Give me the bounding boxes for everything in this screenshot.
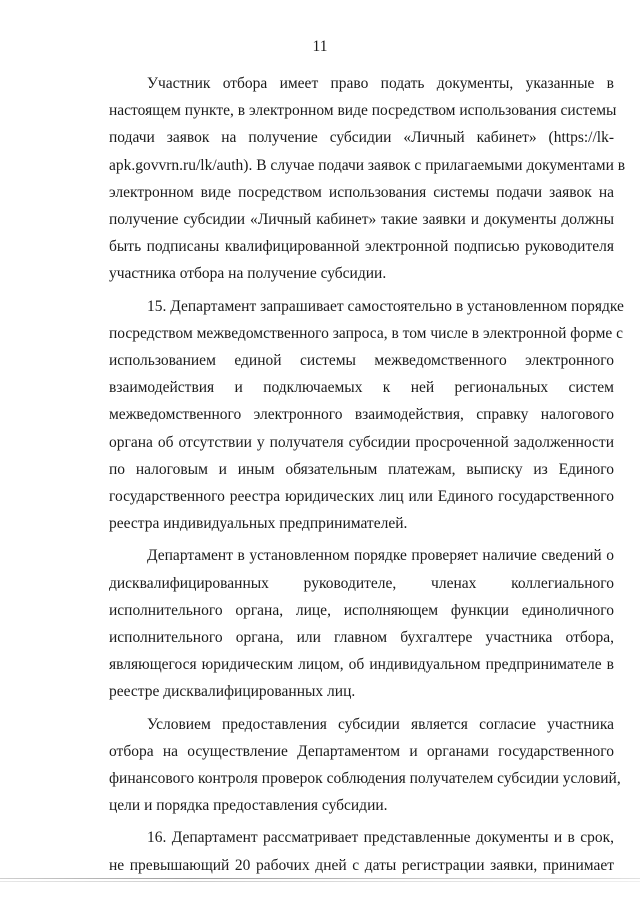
text-line: реестра индивидуальных предпринимателей. [109, 515, 408, 533]
text-line: получение субсидии «Личный кабинет» такие заявки и документы должны [109, 211, 614, 229]
paragraph-15 [109, 293, 624, 538]
page-bottom-rule [0, 878, 640, 879]
text-line: отбора на осуществление Департаментом и органами государственного [109, 742, 614, 760]
text-line: финансового контроля проверок соблюдения получателем субсидии условий, [109, 770, 621, 788]
text-line: Условием предоставления субсидии является согласие участника [147, 715, 614, 733]
text-line: цели и порядка предоставления субсидии. [109, 797, 388, 815]
text-line: органа об отсутствии у получателя субсидии просроченной задолженности [109, 433, 614, 451]
text-line: являющегося юридическим лицом, об индивидуальном предпринимателе в [109, 656, 614, 674]
paragraph-16 [109, 824, 614, 878]
text-line: Департамент в установленном порядке проверяет наличие сведений о [147, 547, 614, 565]
text-line: исполнительного органа, или главном бухгалтере участника отбора, [109, 629, 614, 647]
paragraph-disqualified-check [109, 542, 614, 705]
text-line: использованием единой системы межведомственного электронного [109, 352, 614, 370]
text-line: 15. Департамент запрашивает самостоятельно в установленном порядке [147, 297, 624, 315]
text-line: не превышающий 20 рабочих дней с даты регистрации заявки, принимает [109, 856, 614, 874]
text-line: Участник отбора имеет право подать документы, указанные в [147, 75, 614, 92]
text-line: взаимодействия и подключаемых к ней региональных систем [109, 379, 614, 397]
page-bottom-rule-shadow [0, 881, 640, 882]
text-line: подачи заявок на получение субсидии «Личный кабинет» (https://lk- [109, 129, 614, 147]
text-line: участника отбора на получение субсидии. [109, 265, 387, 283]
text-line: 16. Департамент рассматривает представленные документы и в срок, [147, 829, 614, 847]
text-line: межведомственного электронного взаимодействия, справку налогового [109, 406, 614, 424]
text-line: реестре дисквалифицированных лиц. [109, 683, 356, 701]
text-line: посредством межведомственного запроса, в том числе в электронной форме с [109, 324, 624, 342]
text-line: apk.govvrn.ru/lk/auth). В случае подачи заявок с прилагаемыми документами в [109, 156, 626, 174]
text-line: исполнительного органа, лице, исполняющем функции единоличного [109, 601, 614, 619]
text-line: быть подписаны квалифицированной электронной подписью руководителя [109, 238, 614, 256]
text-line: дисквалифицированных руководителе, членах коллегиального [109, 574, 614, 592]
text-line: по налоговым и иным обязательным платежам, выписку из Единого [109, 460, 614, 478]
paragraph-1 [109, 70, 626, 288]
paragraph-condition [109, 711, 621, 820]
text-line: настоящем пункте, в электронном виде посредством использования системы [109, 102, 617, 120]
text-line: государственного реестра юридических лиц или Единого государственного [109, 488, 614, 506]
document-body [109, 70, 626, 879]
page-number: 11 [312, 38, 328, 55]
text-line: электронном виде посредством использования системы подачи заявок на [109, 183, 614, 201]
